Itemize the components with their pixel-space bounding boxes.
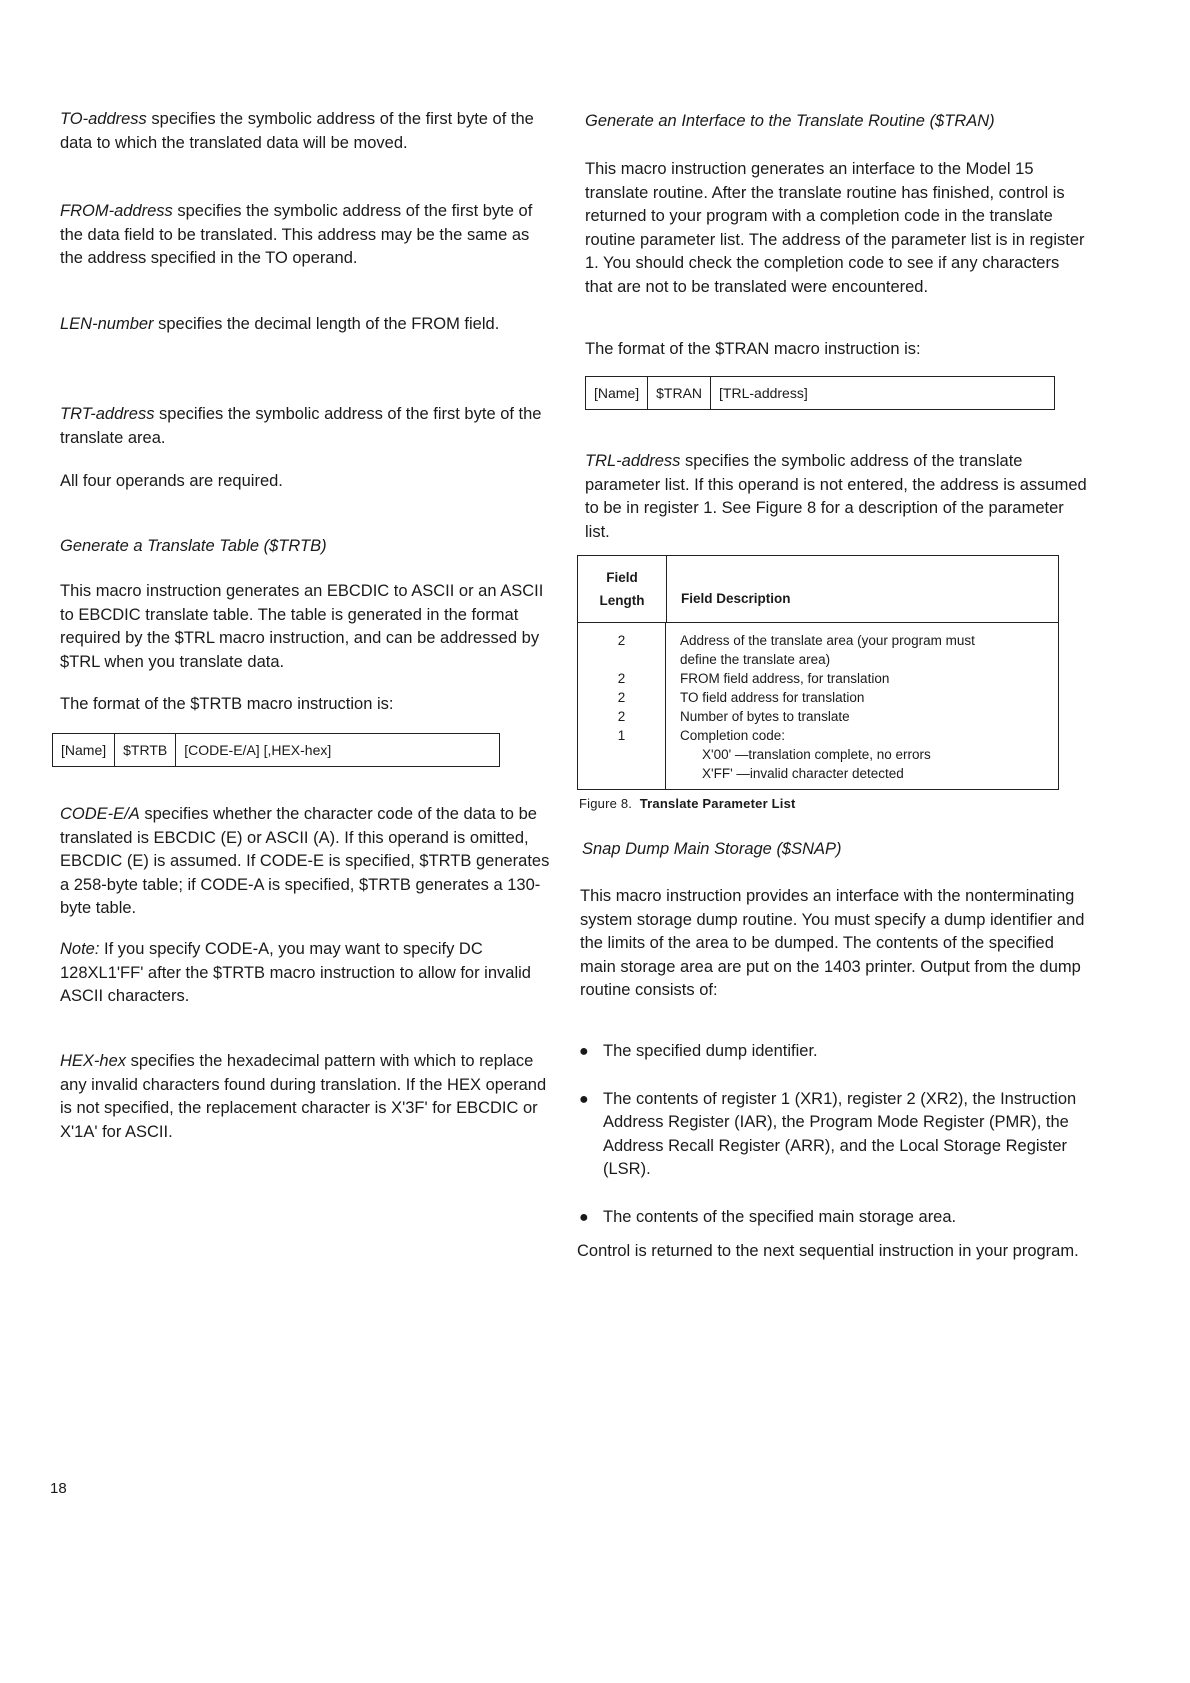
figure-caption (579, 796, 796, 811)
figure-label: Figure 8. (579, 796, 633, 811)
strtb-syntax-box (52, 733, 500, 767)
table-row-description: X'00' —translation complete, no errors (702, 747, 931, 762)
strtb-intro: This macro instruction generates an EBCDIC to ASCII or an ASCII to EBCDIC translate table. The table is generated in the format required by the $TRL macro instruction, and can be addressed by $TRL when you translate data. (60, 582, 544, 671)
hex-hex-term: HEX-hex (60, 1052, 127, 1070)
strtb-format: The format of the $TRTB macro instruction is: (60, 695, 394, 713)
table-row-length: 2 (617, 671, 626, 686)
note-paragraph (60, 938, 550, 1009)
stran-syntax-name: [Name] (586, 377, 648, 409)
snap-heading: Snap Dump Main Storage ($SNAP) (582, 840, 842, 858)
snap-output-list (579, 1040, 1084, 1229)
stran-format: The format of the $TRAN macro instruction is: (585, 340, 921, 358)
to-address-text: specifies the symbolic address of the first byte of the data to which the translated data will be moved. (60, 110, 534, 152)
trt-address-paragraph (60, 403, 550, 450)
table-row-length: 2 (617, 709, 626, 724)
length-column (578, 623, 666, 789)
table-row-description: define the translate area) (680, 652, 831, 667)
from-address-term: FROM-address (60, 202, 173, 220)
all-four-operands: All four operands are required. (60, 472, 283, 490)
to-address-term: TO-address (60, 110, 147, 128)
trt-address-text: specifies the symbolic address of the first byte of the translate area. (60, 405, 542, 447)
bullet-icon: ● (579, 1043, 589, 1060)
code-ea-paragraph (60, 803, 550, 921)
table-row-length (578, 764, 665, 783)
stran-heading: Generate an Interface to the Translate Routine ($TRAN) (585, 112, 995, 130)
table-header (578, 556, 1058, 623)
list-item: ● The specified dump identifier. (579, 1040, 1084, 1064)
table-row-length (578, 650, 665, 669)
strtb-syntax-op: $TRTB (115, 734, 176, 766)
code-ea-text: specifies whether the character code of the data to be translated is EBCDIC (E) or ASCII (A). If this operand is omitted, EBCDIC (E) is assumed. If CODE-E is specified, $TRTB generates a 258-byte table; if CODE-A is specified, $TRTB generates a 130-byte table. (60, 805, 550, 917)
bullet-icon: ● (579, 1090, 589, 1108)
table-body (578, 623, 1058, 789)
table-row-length: 2 (617, 690, 626, 705)
table-row-description: Address of the translate area (your program must (680, 633, 975, 648)
to-address-paragraph (60, 108, 550, 155)
trl-address-paragraph (585, 450, 1090, 544)
figure-title: Translate Parameter List (639, 796, 796, 811)
len-number-text: specifies the decimal length of the FROM field. (153, 315, 500, 333)
trl-address-text: specifies the symbolic address of the translate parameter list. If this operand is not entered, the address is assumed to be in register 1. See Figure 8 for a description of the parameter list. (585, 452, 1087, 541)
snap-intro: This macro instruction provides an interface with the nonterminating system storage dump routine. You must specify a dump identifier and the limits of the area to be dumped. The contents of the specified main storage area are put on the 1403 printer. Output from the dump routine consists of: (580, 887, 1085, 999)
table-row-length (578, 745, 665, 764)
field-description-header: Field Description (681, 590, 791, 606)
stran-syntax-operands: [TRL-address] (719, 385, 808, 401)
field-length-header-line2: Length (599, 593, 645, 608)
page-number: 18 (50, 1480, 67, 1497)
table-row-description: Number of bytes to translate (680, 709, 850, 724)
table-row-length: 1 (617, 728, 626, 743)
trl-address-term: TRL-address (585, 452, 681, 470)
table-row-description: FROM field address, for translation (680, 671, 890, 686)
table-row-description: Completion code: (680, 728, 786, 743)
from-address-text: specifies the symbolic address of the first byte of the data field to be translated. This address may be the same as the address specified in the TO operand. (60, 202, 533, 267)
len-number-paragraph (60, 313, 550, 337)
strtb-syntax-operands: [CODE-E/A] [,HEX-hex] (184, 742, 332, 758)
len-number-term: LEN-number (60, 315, 154, 333)
table-row-length: 2 (617, 633, 626, 648)
field-length-header-line1: Field (606, 570, 638, 585)
hex-hex-text: specifies the hexadecimal pattern with which to replace any invalid characters found during translation. If the HEX operand is not specified, the replacement character is X'3F' for EBCDIC or X'1A' for ASCII. (60, 1052, 547, 1141)
table-row-description: X'FF' —invalid character detected (702, 766, 904, 781)
from-address-paragraph (60, 200, 550, 271)
description-column (666, 623, 1058, 789)
hex-hex-paragraph (60, 1050, 550, 1144)
code-ea-term: CODE-E/A (60, 805, 140, 823)
note-label: Note: (60, 940, 100, 958)
stran-syntax-box (585, 376, 1055, 410)
field-length-header (578, 556, 667, 622)
control-return-paragraph: Control is returned to the next sequential instruction in your program. (577, 1242, 1079, 1260)
stran-syntax-op: $TRAN (648, 377, 711, 409)
parameter-list-table (577, 555, 1059, 790)
table-row-description: TO field address for translation (680, 690, 865, 705)
strtb-heading: Generate a Translate Table ($TRTB) (60, 537, 327, 555)
list-item: ● The contents of the specified main storage area. (579, 1206, 1084, 1230)
strtb-syntax-name: [Name] (53, 734, 115, 766)
trt-address-term: TRT-address (60, 405, 155, 423)
stran-intro: This macro instruction generates an interface to the Model 15 translate routine. After the translate routine has finished, control is returned to your program with a completion code in the translate routine parameter list. The address of the parameter list is in register 1. You should check the completion code to see if any characters that are not to be translated were encountered. (585, 160, 1085, 296)
note-text: If you specify CODE-A, you may want to specify DC 128XL1'FF' after the $TRTB macro instruction to allow for invalid ASCII characters. (60, 940, 531, 1005)
list-item: ● The contents of register 1 (XR1), register 2 (XR2), the Instruction Address Register (IAR), the Program Mode Register (PMR), the Address Recall Register (ARR), and the Local Storage Register (LSR). (579, 1089, 1077, 1178)
bullet-icon: ● (579, 1208, 589, 1226)
